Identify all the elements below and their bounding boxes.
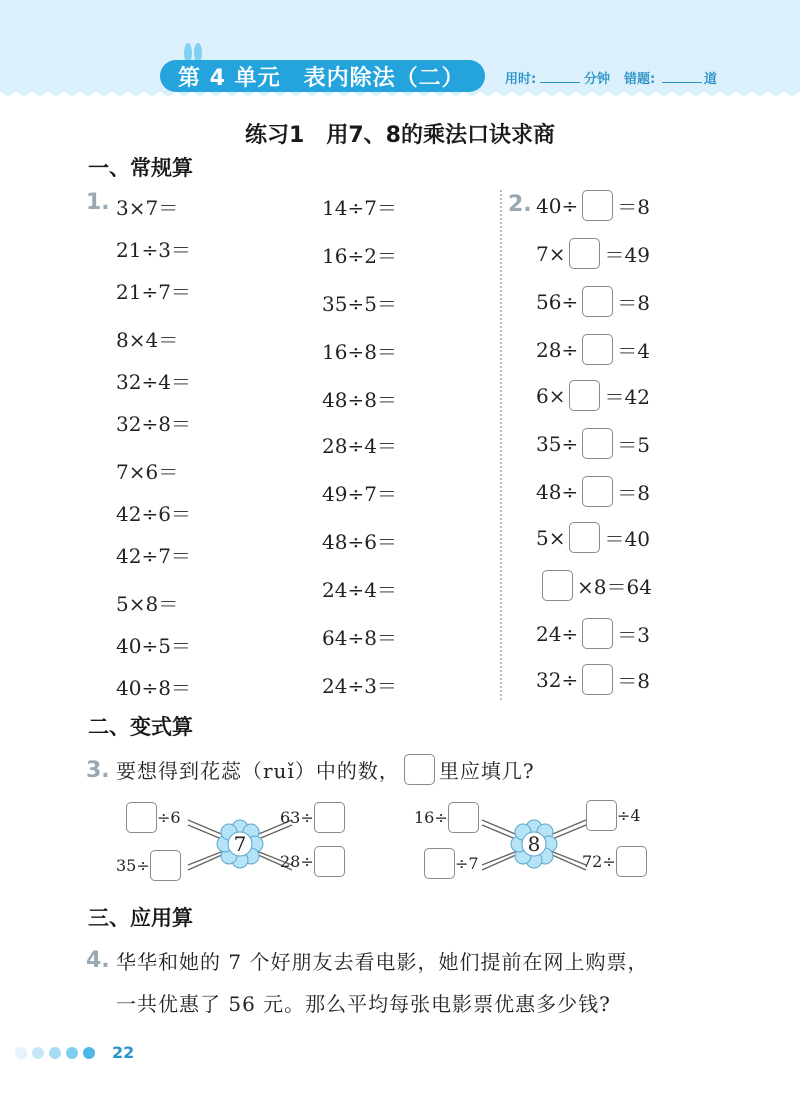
fill-in-equation (536, 380, 650, 411)
fill-in-equation (536, 190, 650, 221)
fill-in-equation (536, 618, 650, 649)
equation: 24÷4＝ (322, 578, 397, 602)
equation: 16÷8＝ (322, 340, 397, 364)
question-number-2: 2. (508, 192, 532, 217)
equation-left: 56÷ (536, 289, 579, 314)
flower-1-bottom-left: 35÷ (116, 850, 181, 881)
q4-line-2: 一共优惠了 56 元。那么平均每张电影票优惠多少钱? (116, 992, 611, 1016)
equation: 48÷8＝ (322, 388, 397, 412)
equation: 16÷2＝ (322, 244, 397, 268)
equation: 42÷7＝ (116, 544, 191, 568)
equation-right: ＝5 (617, 433, 650, 457)
answer-box[interactable] (582, 618, 613, 649)
answer-box[interactable] (542, 570, 573, 601)
equation: 24÷3＝ (322, 674, 397, 698)
equation: 28÷4＝ (322, 434, 397, 458)
answer-box[interactable] (150, 850, 181, 881)
flower-2-top-right: ÷4 (586, 800, 641, 831)
section-title-regular: 一、常规算 (88, 156, 193, 180)
q3-text-before: 要想得到花蕊（ruǐ）中的数， (116, 759, 400, 783)
footer-dots-decoration (14, 1046, 106, 1060)
answer-box[interactable] (569, 238, 600, 269)
equation-right: ＝8 (617, 195, 650, 219)
answer-box[interactable] (582, 476, 613, 507)
column-divider (500, 190, 502, 700)
answer-box[interactable] (448, 802, 479, 833)
flower-1-center: 7 (233, 832, 247, 856)
flower-1-top-left: ÷6 (126, 802, 181, 833)
answer-box[interactable] (582, 190, 613, 221)
equation-right: ＝8 (617, 669, 650, 693)
minute-label: 分钟 (584, 72, 611, 87)
flower-1-top-right: 63÷ (280, 802, 345, 833)
q4-line-1: 华华和她的 7 个好朋友去看电影，她们提前在网上购票， (116, 950, 649, 974)
equation: 21÷7＝ (116, 280, 191, 304)
fill-in-equation (536, 476, 650, 507)
flower-2-bottom-left: ÷7 (424, 848, 479, 879)
answer-box[interactable] (424, 848, 455, 879)
equation: 21÷3＝ (116, 238, 191, 262)
equation-left: 48÷ (536, 479, 579, 504)
equation: 5×8＝ (116, 592, 179, 616)
question-number-1: 1. (86, 190, 110, 215)
exercise-title: 练习1 用7、8的乘法口诀求商 (245, 123, 555, 148)
answer-box[interactable] (582, 664, 613, 695)
time-label: 用时: (505, 72, 537, 87)
answer-box[interactable] (582, 286, 613, 317)
equation: 35÷5＝ (322, 292, 397, 316)
answer-box[interactable] (569, 380, 600, 411)
equation-right: ＝8 (617, 481, 650, 505)
errors-label: 错题: (624, 72, 656, 87)
equation-right: ＝49 (604, 243, 650, 267)
answer-box[interactable] (569, 522, 600, 553)
equation-right: ＝8 (617, 291, 650, 315)
q3-prompt (116, 754, 535, 785)
q3-text-after: 里应填几? (438, 759, 535, 783)
errors-blank[interactable] (662, 68, 702, 83)
equation-left: 5× (536, 525, 566, 550)
answer-box[interactable] (586, 800, 617, 831)
equation: 14÷7＝ (322, 196, 397, 220)
equation-right: ×8＝64 (577, 575, 652, 599)
section-title-variant: 二、变式算 (88, 715, 193, 739)
flower-2-center: 8 (527, 832, 541, 856)
unit-title: 第 4 单元 表内除法（二） (178, 66, 465, 91)
equation: 3×7＝ (116, 196, 179, 220)
question-number-4: 4. (86, 948, 110, 973)
equation: 49÷7＝ (322, 482, 397, 506)
answer-box[interactable] (582, 428, 613, 459)
equation: 40÷8＝ (116, 676, 191, 700)
equation-left: 6× (536, 383, 566, 408)
answer-box[interactable] (582, 334, 613, 365)
flower-2-top-left: 16÷ (414, 802, 479, 833)
equation: 48÷6＝ (322, 530, 397, 554)
time-blank[interactable] (540, 68, 580, 83)
fill-in-equation (538, 570, 652, 601)
fill-in-equation (536, 238, 650, 269)
fill-in-equation (536, 664, 650, 695)
fill-in-equation (536, 286, 650, 317)
errors-unit: 道 (704, 72, 718, 87)
equation-left: 32÷ (536, 667, 579, 692)
fill-in-equation (536, 334, 650, 365)
equation-left: 7× (536, 241, 566, 266)
equation-left: 40÷ (536, 193, 579, 218)
answer-box[interactable] (616, 846, 647, 877)
equation-right: ＝42 (604, 385, 650, 409)
answer-box[interactable] (314, 846, 345, 877)
q3-example-box (404, 754, 435, 785)
equation: 7×6＝ (116, 460, 179, 484)
flower-2-bottom-right: 72÷ (582, 846, 647, 877)
question-number-3: 3. (86, 758, 110, 783)
fill-in-equation (536, 428, 650, 459)
equation: 40÷5＝ (116, 634, 191, 658)
page-number: 22 (112, 1043, 135, 1062)
answer-box[interactable] (126, 802, 157, 833)
answer-box[interactable] (314, 802, 345, 833)
section-title-applied: 三、应用算 (88, 906, 193, 930)
flower-1-bottom-right: 28÷ (280, 846, 345, 877)
equation-right: ＝3 (617, 623, 650, 647)
equation-right: ＝4 (617, 339, 650, 363)
equation-left: 35÷ (536, 431, 579, 456)
equation-left: 24÷ (536, 621, 579, 646)
equation-left: 28÷ (536, 337, 579, 362)
equation: 32÷4＝ (116, 370, 191, 394)
equation: 64÷8＝ (322, 626, 397, 650)
fill-in-equation (536, 522, 650, 553)
equation: 42÷6＝ (116, 502, 191, 526)
equation: 32÷8＝ (116, 412, 191, 436)
equation: 8×4＝ (116, 328, 179, 352)
equation-right: ＝40 (604, 527, 650, 551)
